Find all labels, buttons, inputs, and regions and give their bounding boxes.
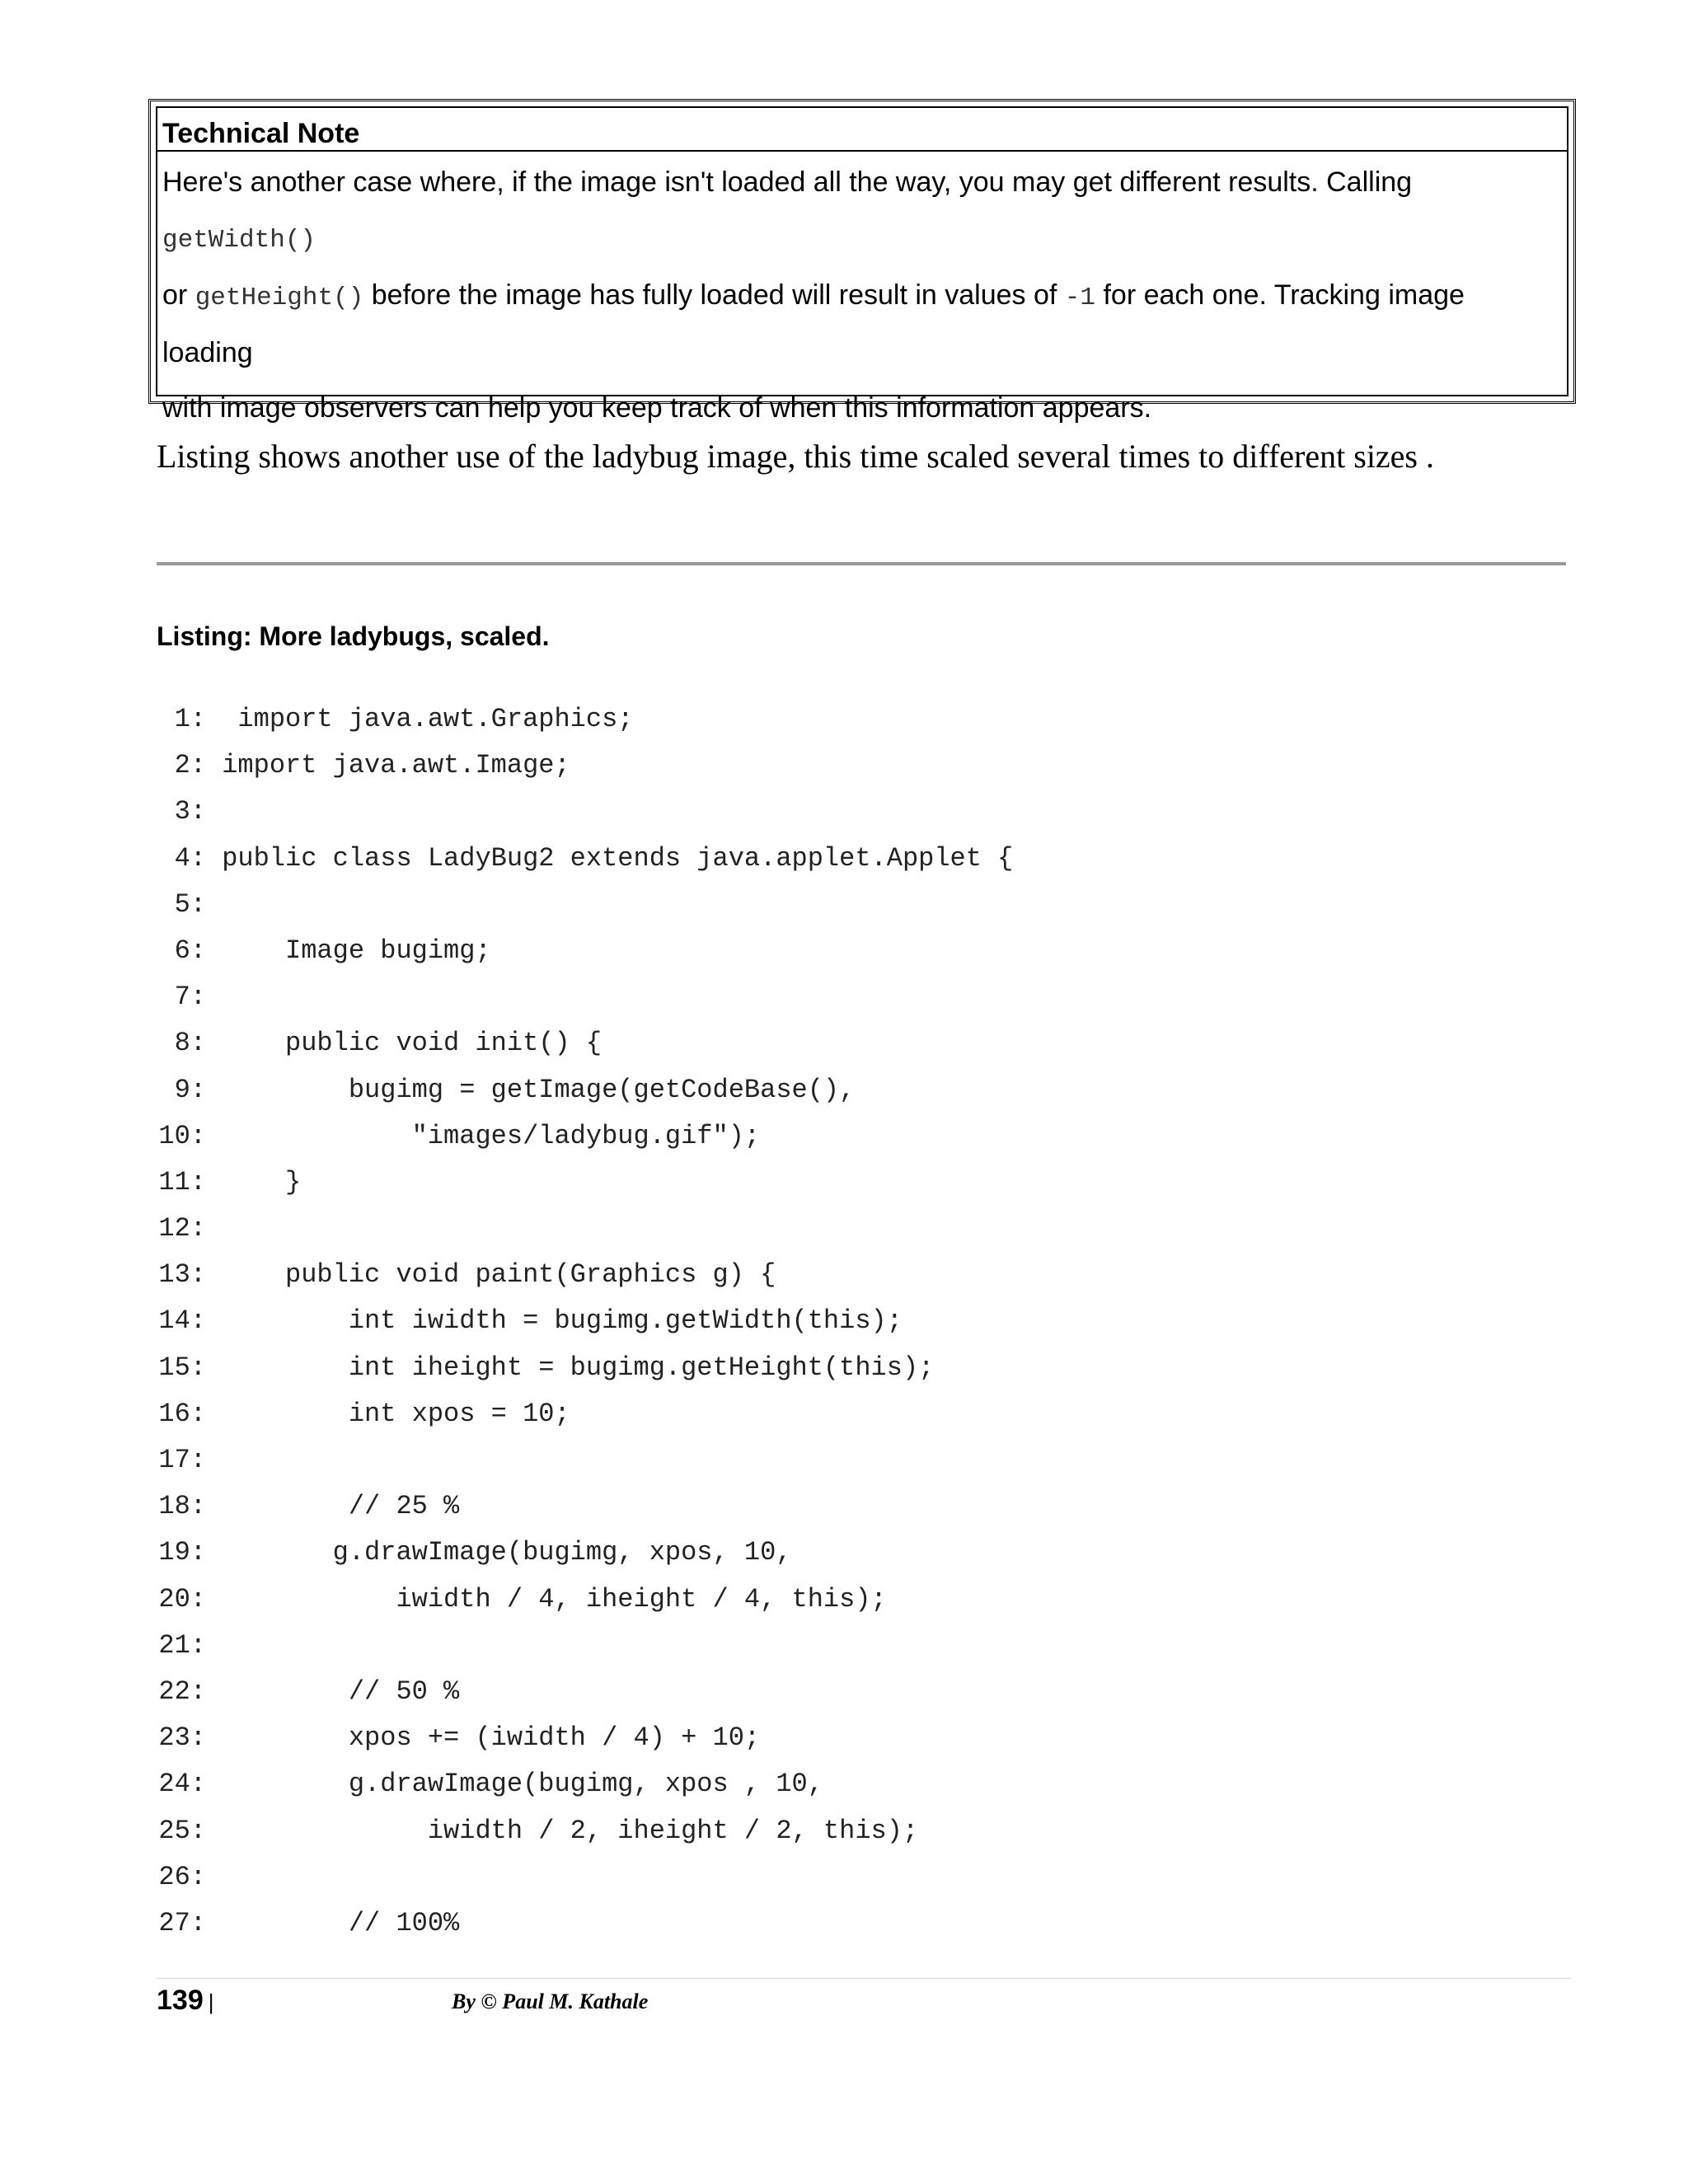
code-text: import java.awt.Image; [206, 750, 570, 781]
code-line [157, 1854, 1013, 1900]
code-text: iwidth / 4, iheight / 4, this); [206, 1583, 887, 1615]
code-line [157, 1113, 1013, 1160]
line-number: 1: [174, 704, 206, 734]
code-line [157, 1391, 1013, 1437]
code-text: // 25 % [206, 1491, 460, 1522]
code-text: import java.awt.Graphics; [206, 704, 634, 734]
technical-note-heading: Technical Note [157, 108, 1567, 152]
page-number [157, 1985, 214, 2017]
code-line [157, 1067, 1013, 1113]
code-line [157, 789, 1013, 835]
line-number: 21: [158, 1629, 206, 1661]
line-number: 26: [158, 1861, 206, 1892]
line-number: 10: [158, 1120, 206, 1151]
line-number: 22: [158, 1675, 206, 1707]
code-text: // 50 % [206, 1675, 460, 1707]
page-number-value: 139 [157, 1985, 204, 2016]
intro-paragraph: Listing shows another use of the ladybug image, this time scaled several times to different sizes . [157, 438, 1434, 475]
code-line [157, 1900, 1013, 1947]
code-line [157, 1298, 1013, 1344]
code-text: public void paint(Graphics g) { [206, 1259, 776, 1291]
line-number: 18: [158, 1491, 206, 1522]
code-line [157, 696, 1013, 743]
code-text: public class LadyBug2 extends java.applet.Applet { [206, 842, 1014, 874]
code-line [157, 1160, 1013, 1206]
page-separator: | [208, 1990, 214, 2014]
code-text: xpos += (iwidth / 4) + 10; [206, 1722, 761, 1754]
code-line [157, 1206, 1013, 1252]
line-number: 23: [158, 1722, 206, 1754]
code-text: public void init() { [206, 1028, 603, 1059]
technical-note-table [156, 106, 1568, 424]
line-number: 4: [174, 842, 206, 874]
note-text: or [162, 279, 195, 311]
code-text: "images/ladybug.gif"); [206, 1120, 761, 1151]
code-line [157, 1669, 1013, 1715]
line-number: 9: [174, 1074, 206, 1105]
line-number: 3: [174, 796, 206, 827]
code-text: int iheight = bugimg.getHeight(this); [206, 1352, 935, 1383]
code-listing [157, 696, 1013, 1947]
code-line [157, 1623, 1013, 1669]
technical-note-box [148, 99, 1576, 424]
note-code-getheight: getHeight() [195, 284, 364, 312]
line-number: 12: [158, 1213, 206, 1244]
code-text: } [206, 1166, 302, 1197]
note-code-minus-one: -1 [1064, 284, 1096, 312]
line-number: 7: [174, 982, 206, 1013]
code-line [157, 1437, 1013, 1483]
author-credit: By © Paul M. Kathale [452, 1990, 649, 2013]
code-line [157, 836, 1013, 882]
line-number: 20: [158, 1583, 206, 1615]
code-line [157, 1577, 1013, 1623]
line-number: 6: [174, 935, 206, 966]
line-number: 27: [158, 1907, 206, 1938]
line-number: 19: [158, 1537, 206, 1568]
code-text: iwidth / 2, iheight / 2, this); [206, 1815, 919, 1846]
line-number: 16: [158, 1398, 206, 1429]
code-text: int xpos = 10; [206, 1398, 570, 1429]
code-line [157, 1715, 1013, 1761]
footer-divider [157, 1978, 1571, 1979]
line-number: 5: [174, 888, 206, 920]
code-line [157, 1345, 1013, 1391]
note-text: before the image has fully loaded will result in values of [363, 279, 1065, 311]
code-text: // 100% [206, 1907, 460, 1938]
code-line [157, 1252, 1013, 1298]
line-number: 11: [158, 1166, 206, 1197]
note-code-getwidth: getWidth() [162, 226, 316, 255]
code-line [157, 928, 1013, 974]
code-text: bugimg = getImage(getCodeBase(), [206, 1074, 856, 1105]
line-number: 14: [158, 1305, 206, 1337]
code-text: g.drawImage(bugimg, xpos, 10, [206, 1537, 792, 1568]
code-text: Image bugimg; [206, 935, 491, 966]
code-line [157, 1483, 1013, 1530]
code-line [157, 1808, 1013, 1854]
line-number: 25: [158, 1815, 206, 1846]
code-line [157, 974, 1013, 1020]
code-line [157, 1020, 1013, 1066]
note-text: with image observers can help you keep track of when this information appears. [162, 392, 1152, 424]
technical-note-body [157, 152, 1567, 436]
line-number: 13: [158, 1259, 206, 1291]
code-text: g.drawImage(bugimg, xpos , 10, [206, 1769, 823, 1800]
line-number: 8: [174, 1028, 206, 1059]
line-number: 24: [158, 1769, 206, 1800]
note-text: Here's another case where, if the image isn't loaded all the way, you may get different results. Calling [162, 166, 1413, 198]
code-line [157, 1761, 1013, 1807]
line-number: 17: [158, 1445, 206, 1475]
code-line [157, 882, 1013, 928]
horizontal-divider [157, 562, 1566, 565]
line-number: 15: [158, 1352, 206, 1383]
listing-title: Listing: More ladybugs, scaled. [157, 621, 550, 651]
code-line [157, 743, 1013, 789]
note-text: for each one. Tracking image loading [162, 279, 1465, 368]
line-number: 2: [174, 750, 206, 781]
code-line [157, 1530, 1013, 1576]
code-text: int iwidth = bugimg.getWidth(this); [206, 1305, 903, 1337]
